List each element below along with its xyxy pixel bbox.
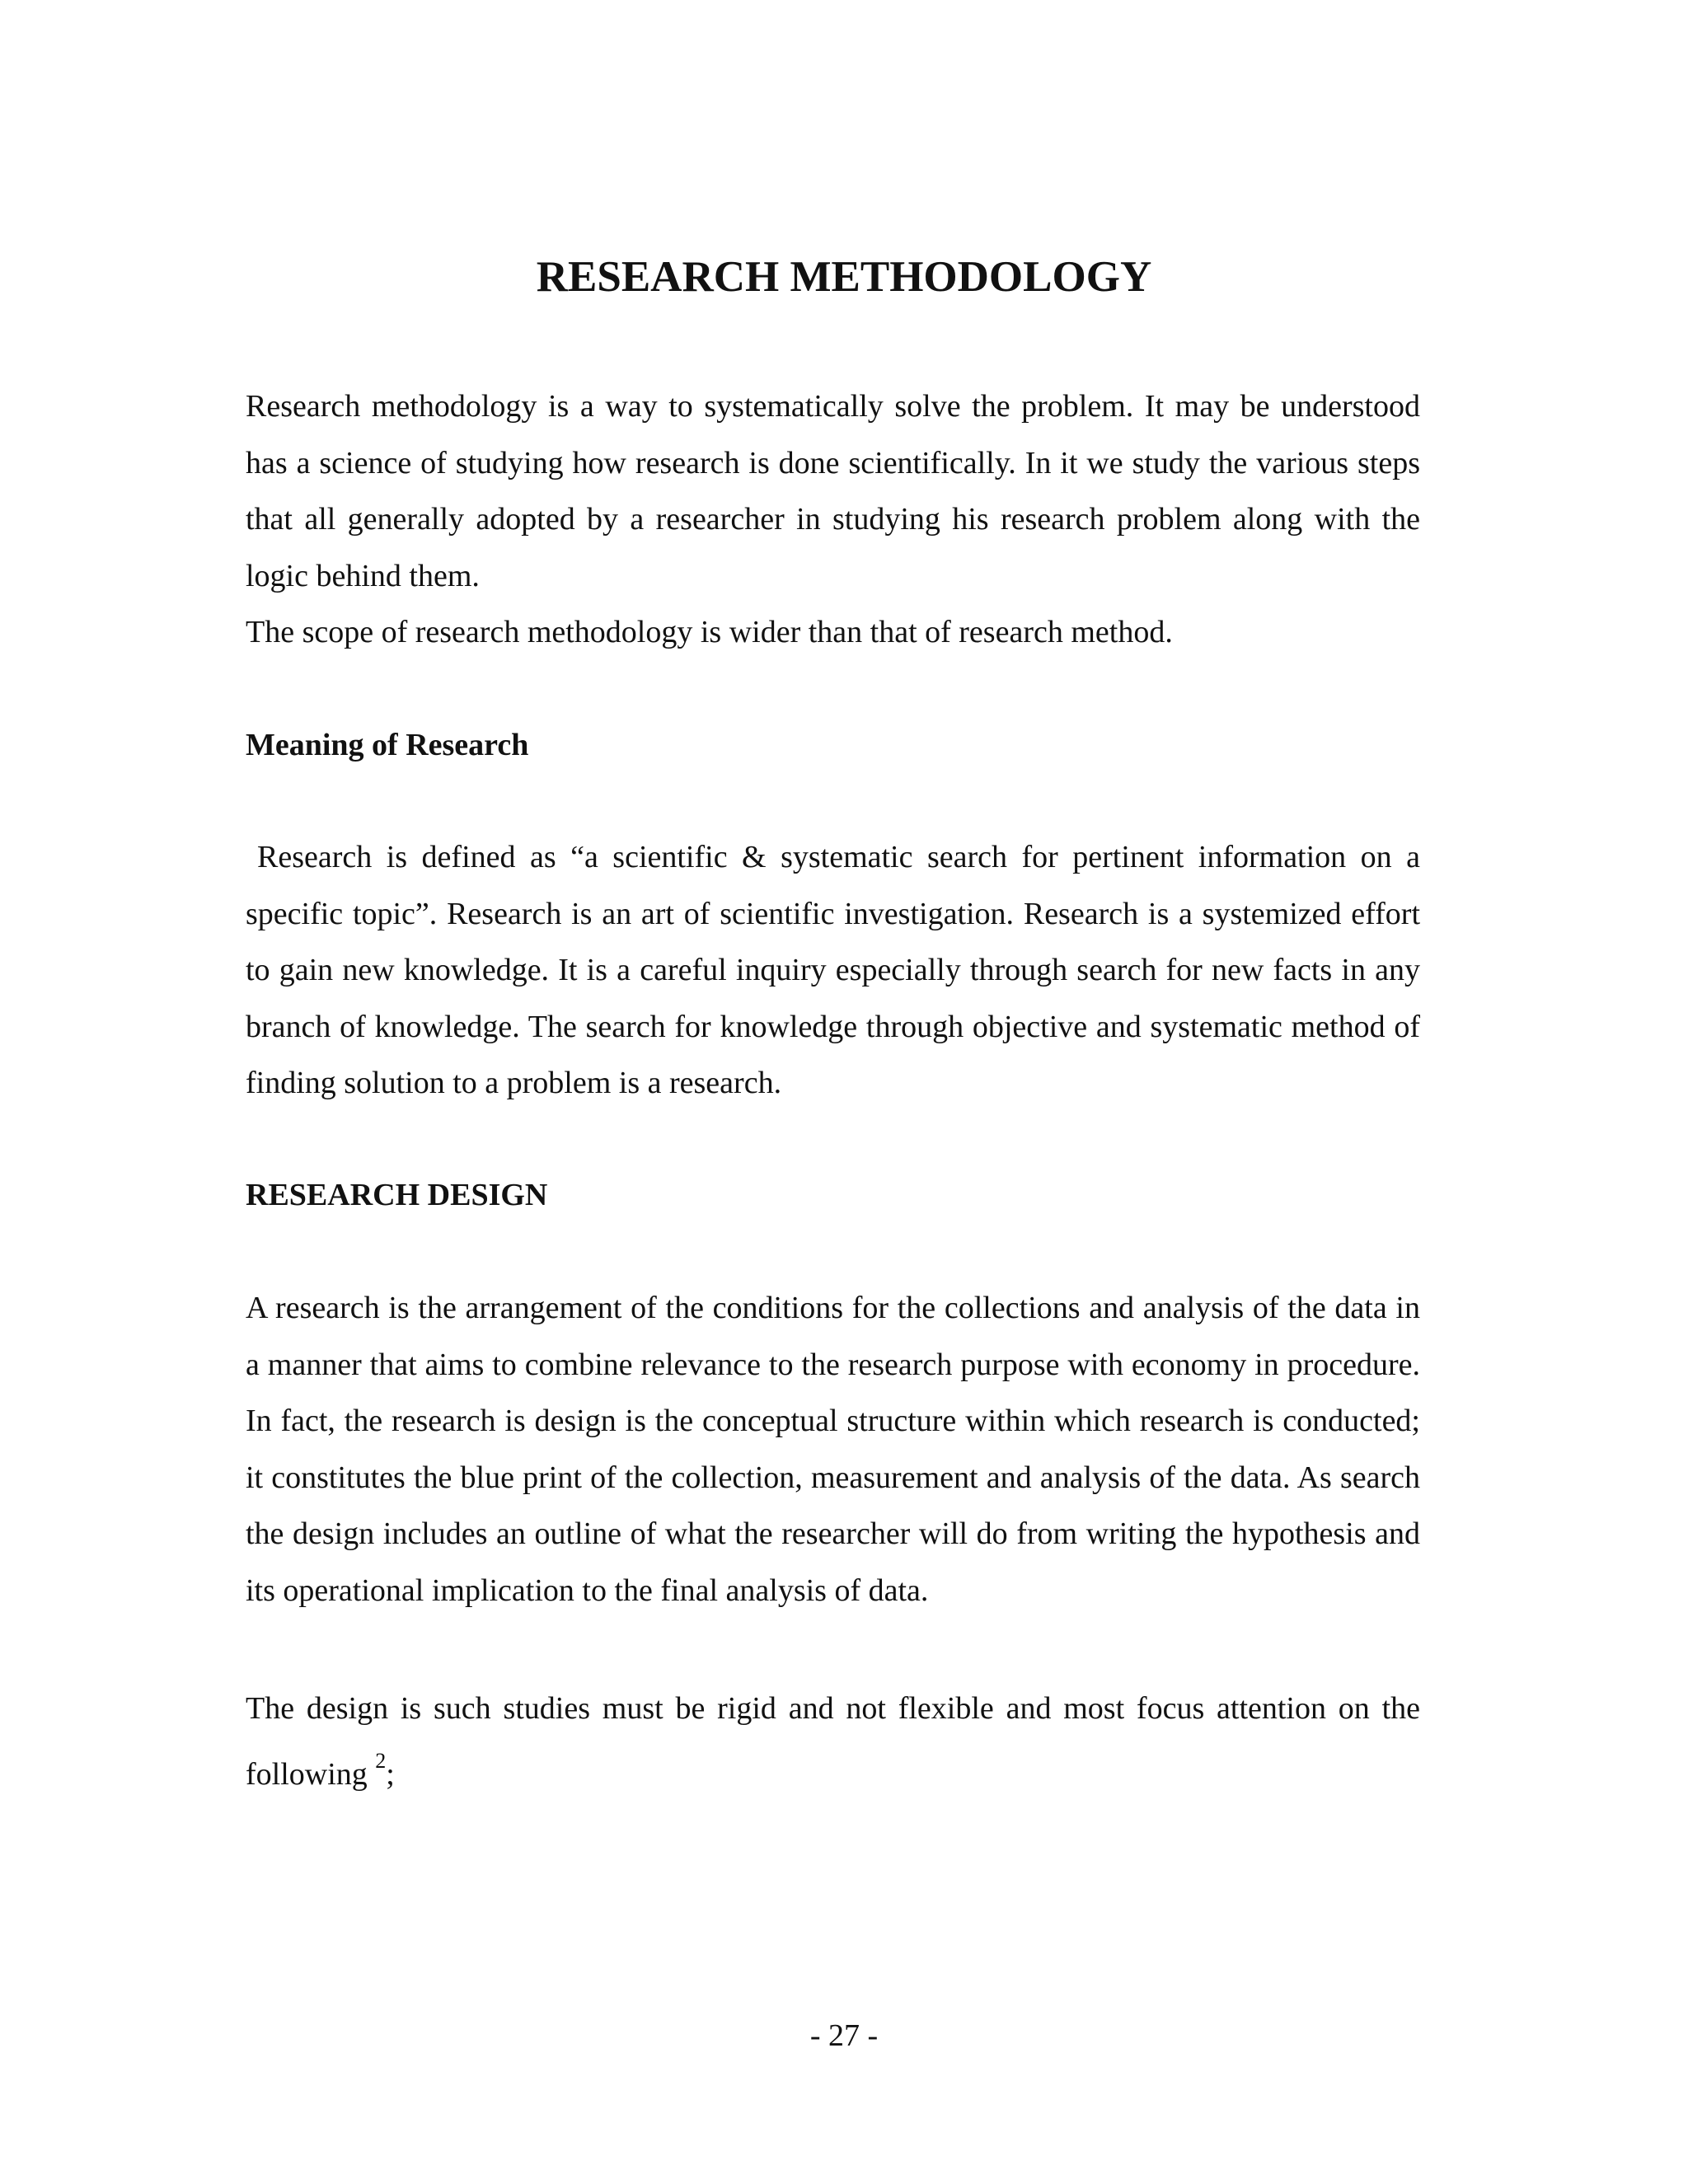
meaning-of-research-paragraph: Research is defined as “a scientific & systematic search for pertinent information on a specific topic”. Research is an art of scientific investigation. Research is a systemized effort to gain new knowledge. It is a careful inquiry especially through search for new facts in any branch of knowledge. The search for knowledge through objective and systematic method of finding solution to a problem is a research. [246,840,1420,1100]
design-closing-text: The design is such studies must be rigid and not flexible and most focus attention on the following [246,1691,1420,1792]
scope-line: The scope of research methodology is wider than that of research method. [246,615,1173,649]
intro-paragraph: Research methodology is a way to systematically solve the problem. It may be understood has a science of studying how research is done scientifically. In it we study the various steps that all generally adopted by a researcher in studying his research problem along with the logic behind them. [246,389,1420,593]
page-title: RESEARCH METHODOLOGY [536,253,1152,301]
research-design-heading: RESEARCH DESIGN [246,1178,548,1212]
footnote-marker: 2 [375,1749,387,1773]
research-design-paragraph: A research is the arrangement of the conditions for the collections and analysis of the data in a manner that aims to combine relevance to the research purpose with economy in procedure. In fact, the research is design is the conceptual structure within which research is conducted; it constitutes the blue print of the collection, measurement and analysis of the data. As search the design includes an outline of what the researcher will do from writing the hypothesis and its operational implication to the final analysis of data. [246,1291,1420,1608]
page-number: - 27 - [809,2018,879,2053]
closing-punctuation: ; [386,1757,395,1792]
meaning-of-research-heading: Meaning of Research [246,728,529,762]
design-closing-paragraph [246,1675,1420,1807]
